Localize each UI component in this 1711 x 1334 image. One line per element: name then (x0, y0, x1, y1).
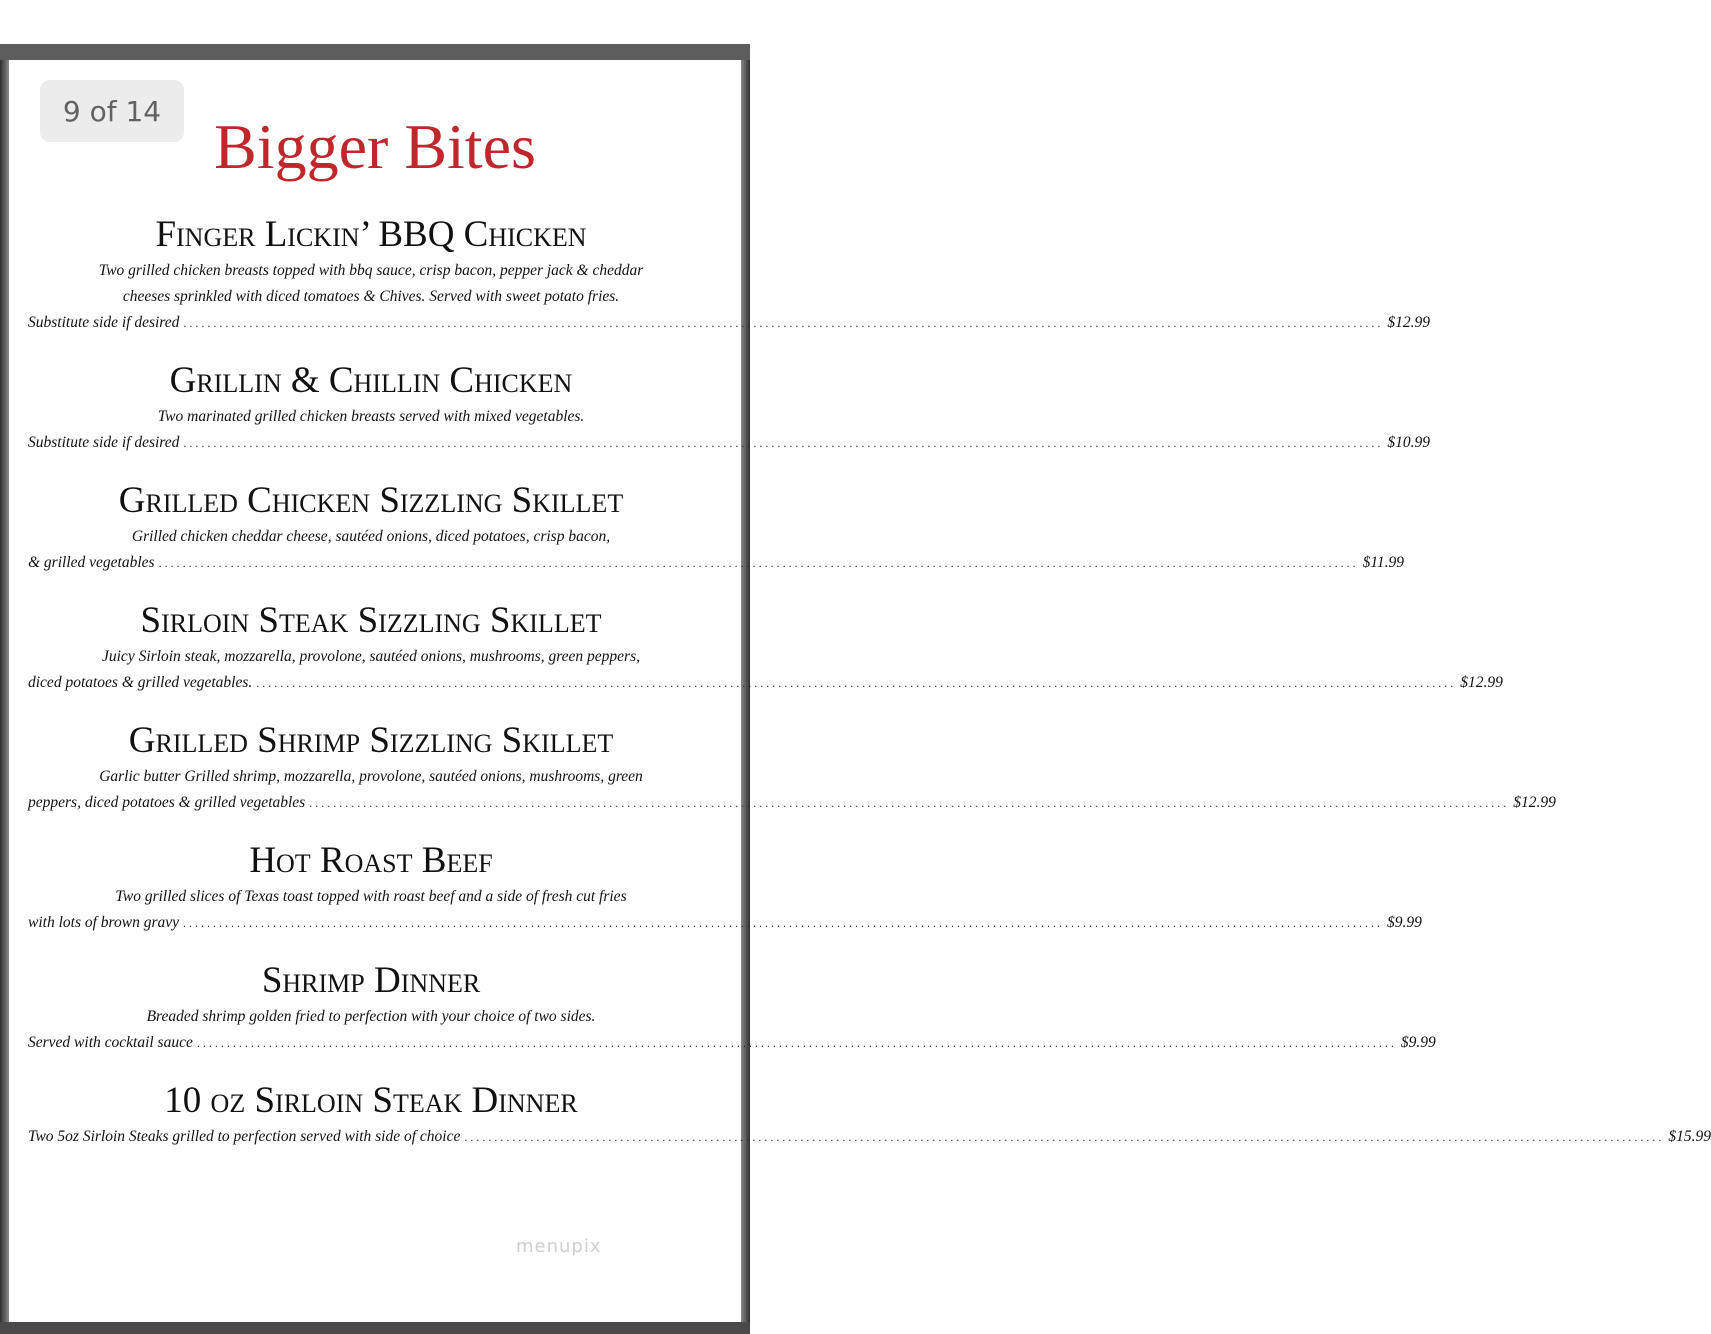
menu-item-description-end: peppers, diced potatoes & grilled vegetables (28, 794, 306, 811)
menu-item-description-end: Two 5oz Sirloin Steaks grilled to perfection served with side of choice (28, 1128, 461, 1145)
menu-item-price-line (28, 1030, 1436, 1056)
left-edge (0, 60, 9, 1322)
menu-item (28, 1078, 1711, 1150)
menu-item-description-end: diced potatoes & grilled vegetables. (28, 674, 253, 691)
menu-item-price: $9.99 (1387, 914, 1422, 931)
menu-item-name: Grilled Chicken Sizzling Skillet (118, 480, 624, 521)
menu-item-name: Shrimp Dinner (261, 960, 481, 1001)
menu-item-description: Two grilled slices of Texas toast topped with roast beef and a side of fresh cut fries (115, 888, 627, 905)
menu-item-price: $12.99 (1387, 314, 1431, 331)
menu-item (28, 838, 1422, 936)
menu-item-price-line (28, 670, 1503, 696)
dot-leader: ........................................................................................................................................................................................................ (464, 1130, 1665, 1144)
dot-leader: ........................................................................................................................................................................................................ (256, 676, 1457, 690)
menu-item (28, 598, 1503, 696)
menu-item-name: 10 oz Sirloin Steak Dinner (164, 1080, 578, 1121)
menu-item (28, 478, 1405, 576)
menu-item-price-line (28, 430, 1431, 456)
menu-item-description-end: Substitute side if desired (28, 434, 180, 451)
dot-leader: ........................................................................................................................................................................................................ (183, 316, 1384, 330)
menu-item-name: Finger Lickin’ BBQ Chicken (155, 214, 587, 255)
menu-item-description-end: Served with cocktail sauce (28, 1034, 193, 1051)
menu-item (28, 958, 1436, 1056)
menu-item (28, 212, 1431, 336)
menu-item-price: $12.99 (1513, 794, 1556, 811)
menu-item-description-end: with lots of brown gravy (28, 914, 179, 931)
menu-item-description-end: Substitute side if desired (28, 314, 180, 331)
menu-item-name: Hot Roast Beef (249, 840, 493, 881)
menu-item-price: $9.99 (1400, 1034, 1436, 1051)
dot-leader: ........................................................................................................................................................................................................ (309, 796, 1510, 810)
menu-item-description: Grilled chicken cheddar cheese, sautéed onions, diced potatoes, crisp bacon, (131, 528, 611, 545)
menu-item-price-line (28, 910, 1422, 936)
menu-item-price-line (28, 790, 1556, 816)
menu-item-description: Garlic butter Grilled shrimp, mozzarella, provolone, sautéed onions, mushrooms, green (99, 768, 643, 785)
dot-leader: ........................................................................................................................................................................................................ (183, 916, 1383, 930)
menu-item-description: Two grilled chicken breasts topped with bbq sauce, crisp bacon, pepper jack & cheddar (98, 262, 644, 279)
menu-item-list (28, 212, 1711, 1172)
menu-item-price-line (28, 310, 1431, 336)
dot-leader: ........................................................................................................................................................................................................ (183, 436, 1384, 450)
menu-item-description: cheeses sprinkled with diced tomatoes & Chives. Served with sweet potato fries. (122, 288, 620, 305)
menu-item-price: $15.99 (1668, 1128, 1711, 1145)
menu-item-description: Juicy Sirloin steak, mozzarella, provolone, sautéed onions, mushrooms, green peppers, (102, 648, 640, 665)
dot-leader: ........................................................................................................................................................................................................ (158, 556, 1359, 570)
menu-item-description: Two marinated grilled chicken breasts served with mixed vegetables. (157, 408, 585, 425)
menu-item-price-line (28, 1124, 1711, 1150)
menu-item-price: $12.99 (1460, 674, 1503, 691)
menu-item-price: $11.99 (1362, 554, 1405, 571)
window-top-bar (0, 44, 750, 60)
menupix-watermark: menupix (516, 1236, 602, 1257)
menu-item (28, 358, 1431, 456)
menu-item-price: $10.99 (1387, 434, 1431, 451)
menu-item-price-line (28, 550, 1405, 576)
menu-item-description: Breaded shrimp golden fried to perfection with your choice of two sides. (146, 1008, 596, 1025)
menu-item-name: Grillin & Chillin Chicken (169, 360, 573, 401)
menu-item-description-end: & grilled vegetables (28, 554, 155, 571)
menu-item-name: Grilled Shrimp Sizzling Skillet (128, 720, 614, 761)
section-title: Bigger Bites (214, 111, 536, 182)
window-bottom-bar (0, 1322, 750, 1334)
dot-leader: ........................................................................................................................................................................................................ (196, 1036, 1397, 1050)
menu-item (28, 718, 1556, 816)
page-counter-badge: 9 of 14 (40, 80, 184, 142)
menu-item-name: Sirloin Steak Sizzling Skillet (140, 600, 602, 641)
